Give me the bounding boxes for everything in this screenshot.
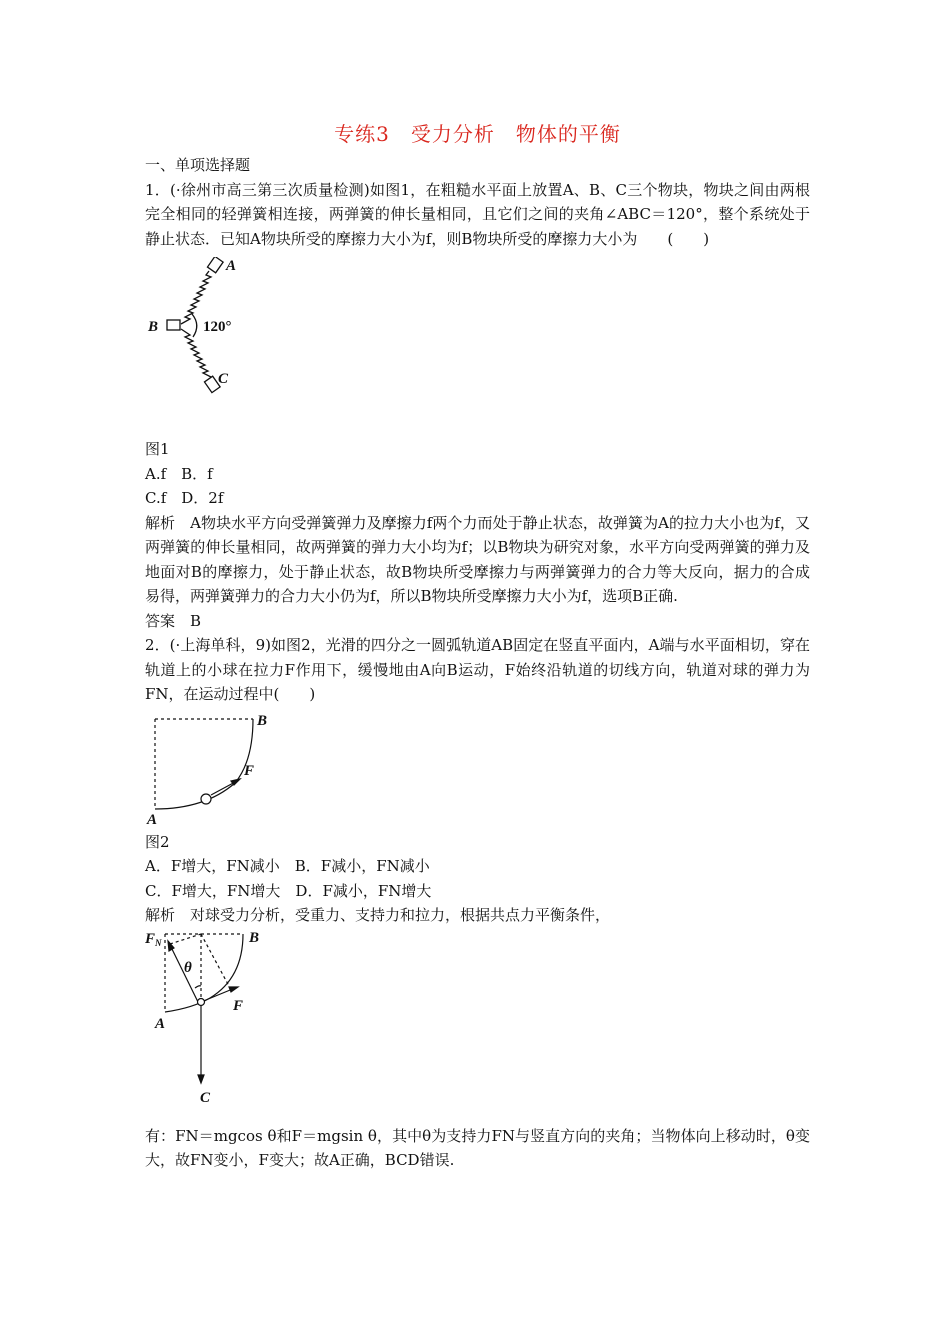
fig1-label-c: C bbox=[218, 371, 229, 387]
ball bbox=[201, 794, 211, 804]
dashed-fn-top bbox=[170, 934, 201, 944]
block-b bbox=[167, 320, 180, 330]
fig1-label-b: B bbox=[148, 319, 159, 335]
q2-conclusion: 有：FN＝mgcos θ和F＝mgsin θ，其中θ为支持力FN与竖直方向的夹角；当物体向上移动时，θ变大，故FN变小，F变大；故A正确，BCD错误. bbox=[145, 1126, 810, 1169]
q2-caption: 图2 bbox=[145, 832, 170, 851]
fig1-angle: 120° bbox=[203, 319, 232, 335]
document-page bbox=[145, 118, 810, 1173]
spring-ab bbox=[181, 271, 211, 324]
figure-2-arc-track bbox=[145, 711, 285, 826]
q2-analysis-intro: 解析 对球受力分析，受重力、支持力和拉力，根据共点力平衡条件， bbox=[145, 906, 611, 924]
q1-caption: 图1 bbox=[145, 440, 170, 458]
fig3-label-b: B bbox=[249, 929, 260, 946]
fig2-label-f: F bbox=[244, 762, 255, 779]
page-title: 专练3 受力分析 物体的平衡 bbox=[334, 122, 621, 146]
q1-analysis: 解析 A物块水平方向受弹簧弹力及摩擦力f两个力而处于静止状态，故弹簧为A的拉力大小也为f，又两弹簧的伸长量相同，故两弹簧的弹力大小均为f；以B物块为研究对象，水平方向受两弹簧的弹力及地面对B的摩擦力，处于静止状态，故B物块所受摩擦力与两弹簧弹力的合力等大反向，据力的合成易得，两弹簧弹力的合力大小仍为f，所以B物块所受摩擦力大小为f，选项B正确. bbox=[145, 513, 810, 605]
fig2-label-a: A bbox=[147, 811, 158, 826]
angle-arc bbox=[192, 314, 197, 337]
fig3-label-a: A bbox=[155, 1015, 166, 1032]
fig1-label-a: A bbox=[226, 258, 237, 274]
q2-options-2: C．F增大，FN增大 D．F减小，FN增大 bbox=[145, 881, 432, 900]
fig2-label-b: B bbox=[257, 712, 268, 729]
dashed-radius bbox=[201, 934, 230, 988]
fig3-label-c: C bbox=[200, 1089, 211, 1106]
section-heading: 一、单项选择题 bbox=[145, 156, 251, 174]
ball bbox=[198, 998, 205, 1005]
q2-stem: 2．(·上海单科，9)如图2，光滑的四分之一圆弧轨道AB固定在竖直平面内，A端与水平面相切，穿在轨道上的小球在拉力F作用下，缓慢地由A向B运动，F始终沿轨道的切线方向，轨道对球的弹力为FN，在运动过程中( ) bbox=[145, 636, 810, 703]
fig3-label-f: F bbox=[233, 997, 244, 1014]
q2-options-1: A．F增大，FN减小 B．F减小，FN减小 bbox=[145, 857, 430, 875]
spring-bc bbox=[181, 329, 211, 377]
q1-options-2: C.f D．2f bbox=[145, 489, 224, 507]
figure-1-springs bbox=[145, 257, 265, 417]
figure-force-analysis bbox=[145, 930, 285, 1110]
fig3-label-fn: $F_N$ bbox=[145, 930, 162, 948]
fig3-label-theta: θ bbox=[184, 959, 192, 976]
q1-stem: 1．(·徐州市高三第三次质量检测)如图1，在粗糙水平面上放置A、B、C三个物块，物块之间由两根完全相同的轻弹簧相连接，两弹簧的伸长量相同，且它们之间的夹角∠ABC＝120°，整个系统处于静止状态．已知A物块所受的摩擦力大小为f，则B物块所受的摩擦力大小为 ( ) bbox=[145, 180, 810, 248]
gravity-arrowhead bbox=[198, 1075, 204, 1083]
block-a bbox=[207, 257, 223, 273]
theta-arc bbox=[195, 985, 201, 987]
q1-answer: 答案 B bbox=[145, 611, 202, 630]
force-fn-arrowhead bbox=[168, 941, 174, 951]
q1-options-1: A.f B．f bbox=[145, 464, 213, 483]
force-f-arrowhead bbox=[229, 987, 238, 992]
